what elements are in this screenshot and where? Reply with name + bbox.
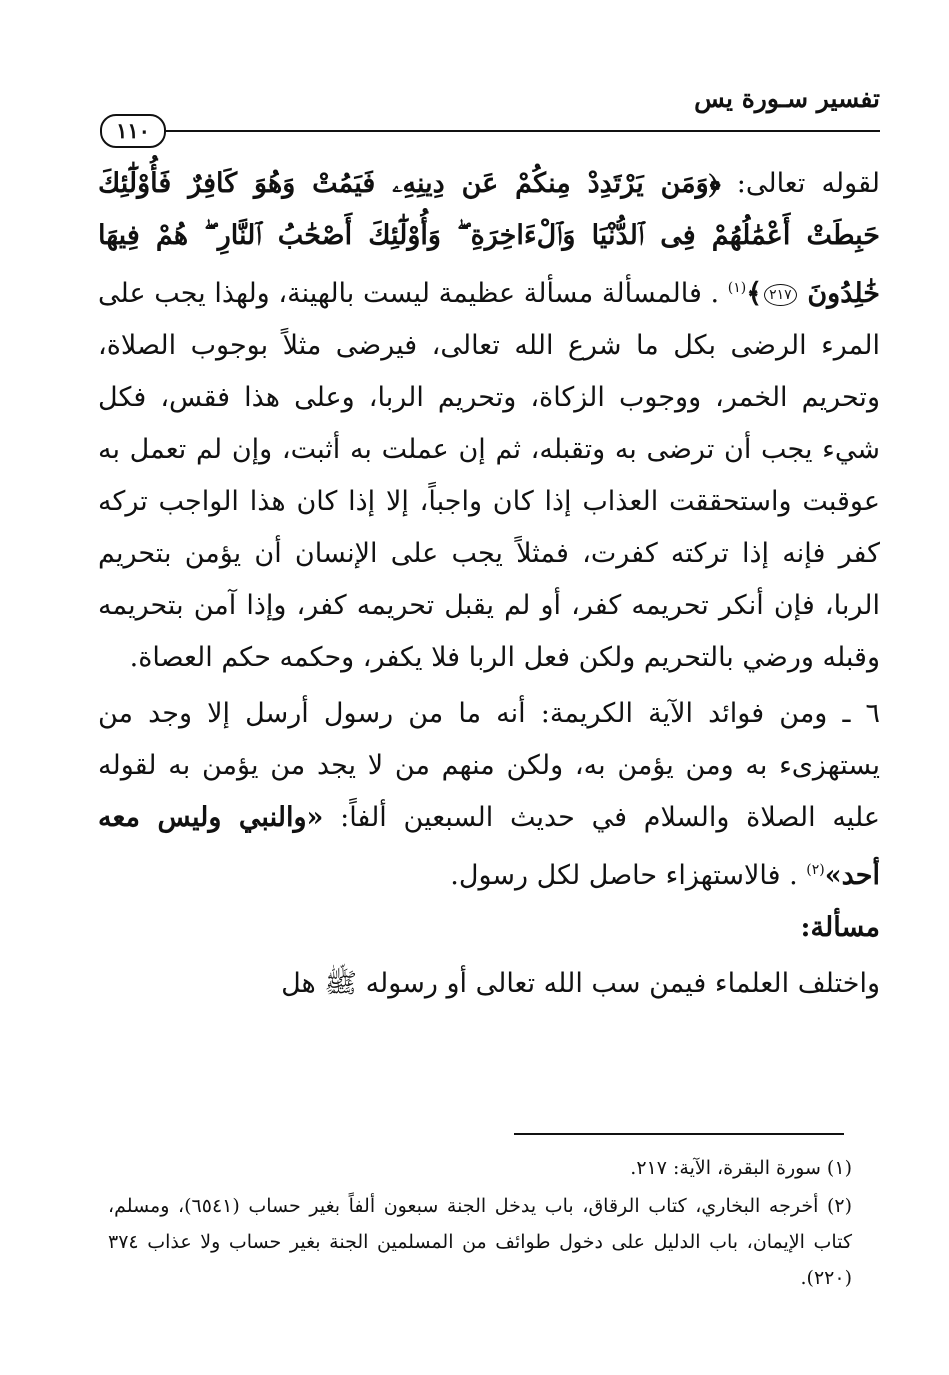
- footnote-ref-1: (١): [727, 280, 747, 296]
- paragraph-1: [98, 158, 880, 684]
- paragraph-1-intro: لقوله تعالى:: [720, 168, 880, 199]
- verse-number-marker: ٢١٧: [764, 284, 797, 306]
- paragraph-2: [98, 688, 880, 902]
- paragraph-3: واختلف العلماء فيمن سب الله تعالى أو رسوله ﷺ هل: [281, 968, 880, 999]
- paragraph-2-rest: . فالاستهزاء حاصل لكل رسول.: [450, 860, 807, 891]
- page-header: [100, 84, 880, 143]
- footnotes: [108, 1150, 852, 1298]
- subheading: مسألة:: [800, 912, 880, 943]
- header-rule: [160, 130, 880, 132]
- quran-verse: وَمَن يَرْتَدِدْ مِنكُمْ عَن دِينِهِۦ فَيَمُتْ وَهُوَ كَافِرٌ فَأُوْلَٰٓئِكَ حَبِطَتْ أَعْمَٰلُهُمْ فِى ٱلدُّنْيَا وَٱلْءَاخِرَةِ ۖ وَأُوْلَٰٓئِكَ أَصْحَٰبُ ٱلنَّارِ ۖ هُمْ فِيهَا خَٰلِدُونَ: [98, 168, 880, 309]
- paragraph-2-text: ٦ ـ ومن فوائد الآية الكريمة: أنه ما من رسول أرسل إلا وجد من يستهزىء به ومن يؤمن به، ولكن منهم من لا يجد من يؤمن به لقوله عليه الصلاة والسلام في حديث السبعين ألفاً:: [98, 698, 880, 833]
- body-text: [98, 158, 880, 1010]
- quran-close-bracket: ﴾: [746, 278, 763, 309]
- footnote-ref-2: (٢): [806, 862, 825, 878]
- quran-open-bracket: ﴿: [708, 168, 721, 199]
- footnote-2: (٢) أخرجه البخاري، كتاب الرقاق، باب يدخل الجنة سبعون ألفاً بغير حساب (٦٥٤١)، ومسلم، كتاب الإيمان، باب الدليل على دخول طوائف من المسلمين الجنة بغير حساب ولا عذاب ٣٧٤ (٢٢٠).: [108, 1195, 852, 1289]
- footnote-rule: [514, 1133, 844, 1135]
- running-title: تفسير سـورة يس: [694, 84, 880, 113]
- footnote-1: (١) سورة البقرة، الآية: ٢١٧.: [630, 1157, 852, 1179]
- hadith-quote: «والنبي وليس معه أحد»: [98, 802, 880, 891]
- page-number: ١١٠: [100, 114, 166, 148]
- paragraph-1-text: . فالمسألة مسألة عظيمة ليست بالهينة، ولهذا يجب على المرء الرضى بكل ما شرع الله تعالى، فيرضى مثلاً بوجوب الصلاة، وتحريم الخمر، ووجوب الزكاة، وتحريم الربا، وعلى هذا فقس، فكل شيء يجب أن ترضى به وتقبله، ثم إن عملت به أثبت، وإن لم تعمل به عوقبت واستحققت العذاب إذا كان واجباً، إلا إذا كان هذا الواجب تركه كفر فإنه إذا تركته كفرت، فمثلاً يجب على الإنسان أن يؤمن بتحريم الربا، فإن أنكر تحريمه كفر، أو لم يقبل تحريمه كفر، وإذا آمن بتحريمه وقبله ورضي بالتحريم ولكن فعل الربا فلا يكفر، وحكمه حكم العصاة.: [98, 278, 880, 673]
